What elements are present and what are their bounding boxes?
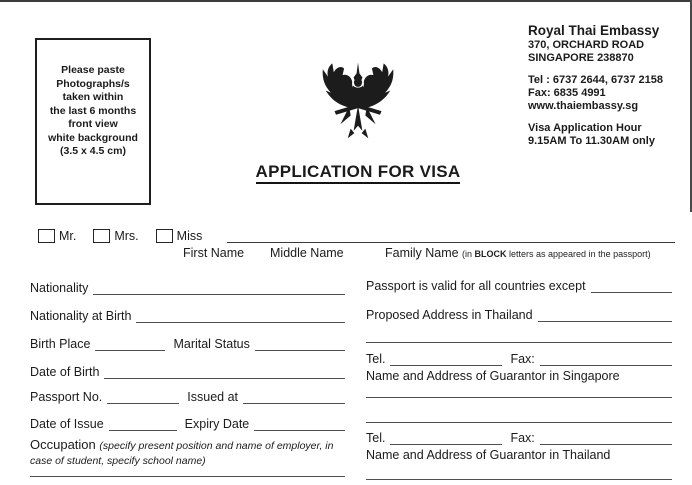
mr-checkbox[interactable] — [38, 229, 55, 243]
date-of-birth-label: Date of Birth — [30, 365, 100, 379]
marital-status-input-line[interactable] — [255, 337, 345, 351]
guarantor-singapore-label: Name and Address of Guarantor in Singapore — [366, 369, 620, 383]
full-name-input-line[interactable] — [227, 229, 675, 243]
tel-fax-singapore-row — [366, 352, 672, 366]
guarantor-th-input-line[interactable] — [366, 479, 672, 480]
title-option-miss — [156, 229, 203, 243]
passport-no-row — [30, 390, 345, 404]
nationality-at-birth-input-line[interactable] — [136, 309, 345, 323]
date-of-issue-row — [30, 417, 345, 431]
expiry-date-label: Expiry Date — [184, 417, 250, 431]
visa-hours-value: 9.15AM To 11.30AM only — [528, 135, 655, 147]
embassy-header — [528, 23, 663, 148]
visa-hours-label: Visa Application Hour — [528, 122, 642, 134]
mrs-label: Mrs. — [114, 229, 139, 243]
photo-instruction-line: front view — [68, 118, 118, 130]
fax-th-label: Fax: — [510, 431, 535, 445]
embassy-name: Royal Thai Embassy — [528, 23, 660, 38]
title-option-mr — [38, 229, 76, 243]
photo-instruction-line: the last 6 months — [49, 104, 137, 117]
nationality-at-birth-label: Nationality at Birth — [30, 309, 132, 323]
passport-valid-label: Passport is valid for all countries except — [366, 279, 586, 293]
tel-sg-input-line[interactable] — [390, 352, 502, 366]
occupation-note: (specify present position and name of employer, in case of student, specify school name) — [30, 440, 334, 467]
family-name-label: Family Name — [385, 246, 459, 260]
tel-th-label: Tel. — [366, 431, 386, 445]
guarantor-sg-input-line1[interactable] — [366, 397, 672, 398]
tel-th-input-line[interactable] — [390, 431, 502, 445]
garuda-emblem-icon — [314, 57, 402, 149]
guarantor-thailand-label: Name and Address of Guarantor in Thailand — [366, 448, 611, 462]
title-option-mrs — [93, 229, 138, 243]
date-of-birth-row — [30, 365, 345, 379]
proposed-address-label: Proposed Address in Thailand — [366, 308, 533, 322]
fax-sg-label: Fax: — [510, 352, 535, 366]
tel-fax-thailand-row — [366, 431, 672, 445]
nationality-row — [30, 281, 345, 295]
embassy-website: www.thaiembassy.sg — [528, 100, 639, 112]
fax-sg-input-line[interactable] — [540, 352, 672, 366]
embassy-address-line1: 370, ORCHARD ROAD — [528, 39, 645, 51]
expiry-date-input-line[interactable] — [254, 417, 345, 431]
proposed-address-input-line2[interactable] — [366, 342, 672, 343]
embassy-address-line2: SINGAPORE 238870 — [528, 52, 634, 64]
passport-valid-input-line[interactable] — [591, 279, 672, 293]
miss-checkbox[interactable] — [156, 229, 173, 243]
embassy-tel: Tel : 6737 2644, 6737 2158 — [528, 74, 663, 86]
page-title: APPLICATION FOR VISA — [228, 162, 488, 182]
mr-label: Mr. — [59, 229, 77, 243]
guarantor-sg-input-line2[interactable] — [366, 422, 672, 423]
middle-name-label: Middle Name — [270, 246, 344, 260]
marital-status-label: Marital Status — [173, 337, 250, 351]
nationality-input-line[interactable] — [93, 281, 345, 295]
occupation-input-line[interactable] — [30, 476, 345, 477]
birth-place-row — [30, 337, 345, 351]
nationality-at-birth-row — [30, 309, 345, 323]
photo-instruction-line: Please paste — [61, 64, 125, 76]
guarantor-singapore-row — [366, 369, 672, 383]
birth-place-input-line[interactable] — [95, 337, 165, 351]
proposed-address-input-line[interactable] — [538, 308, 672, 322]
name-title-row — [38, 229, 675, 243]
miss-label: Miss — [176, 229, 203, 243]
date-of-issue-label: Date of Issue — [30, 417, 104, 431]
photo-instruction-line: Photographs/s — [56, 77, 130, 90]
occupation-label: Occupation — [30, 437, 96, 452]
date-of-birth-input-line[interactable] — [104, 365, 345, 379]
mrs-checkbox[interactable] — [93, 229, 110, 243]
photo-instruction-line: taken within — [62, 91, 124, 103]
birth-place-label: Birth Place — [30, 337, 91, 351]
photo-instructions-box — [35, 38, 151, 205]
issued-at-input-line[interactable] — [243, 390, 345, 404]
fax-th-input-line[interactable] — [540, 431, 672, 445]
passport-no-input-line[interactable] — [107, 390, 179, 404]
first-name-label: First Name — [183, 246, 245, 260]
date-of-issue-input-line[interactable] — [109, 417, 177, 431]
nationality-label: Nationality — [30, 281, 89, 295]
proposed-address-row — [366, 308, 672, 322]
photo-instruction-line: white background — [48, 131, 138, 144]
issued-at-label: Issued at — [187, 390, 238, 404]
block-letters-note: (in BLOCK letters as appeared in the passport) — [462, 249, 651, 259]
photo-instruction-line: (3.5 x 4.5 cm) — [60, 145, 126, 157]
guarantor-thailand-row — [366, 448, 672, 462]
occupation-row — [30, 438, 352, 468]
tel-sg-label: Tel. — [366, 352, 386, 366]
passport-no-label: Passport No. — [30, 390, 103, 404]
passport-valid-row — [366, 279, 672, 293]
embassy-fax: Fax: 6835 4991 — [528, 87, 606, 99]
photo-instructions-text — [37, 64, 149, 159]
